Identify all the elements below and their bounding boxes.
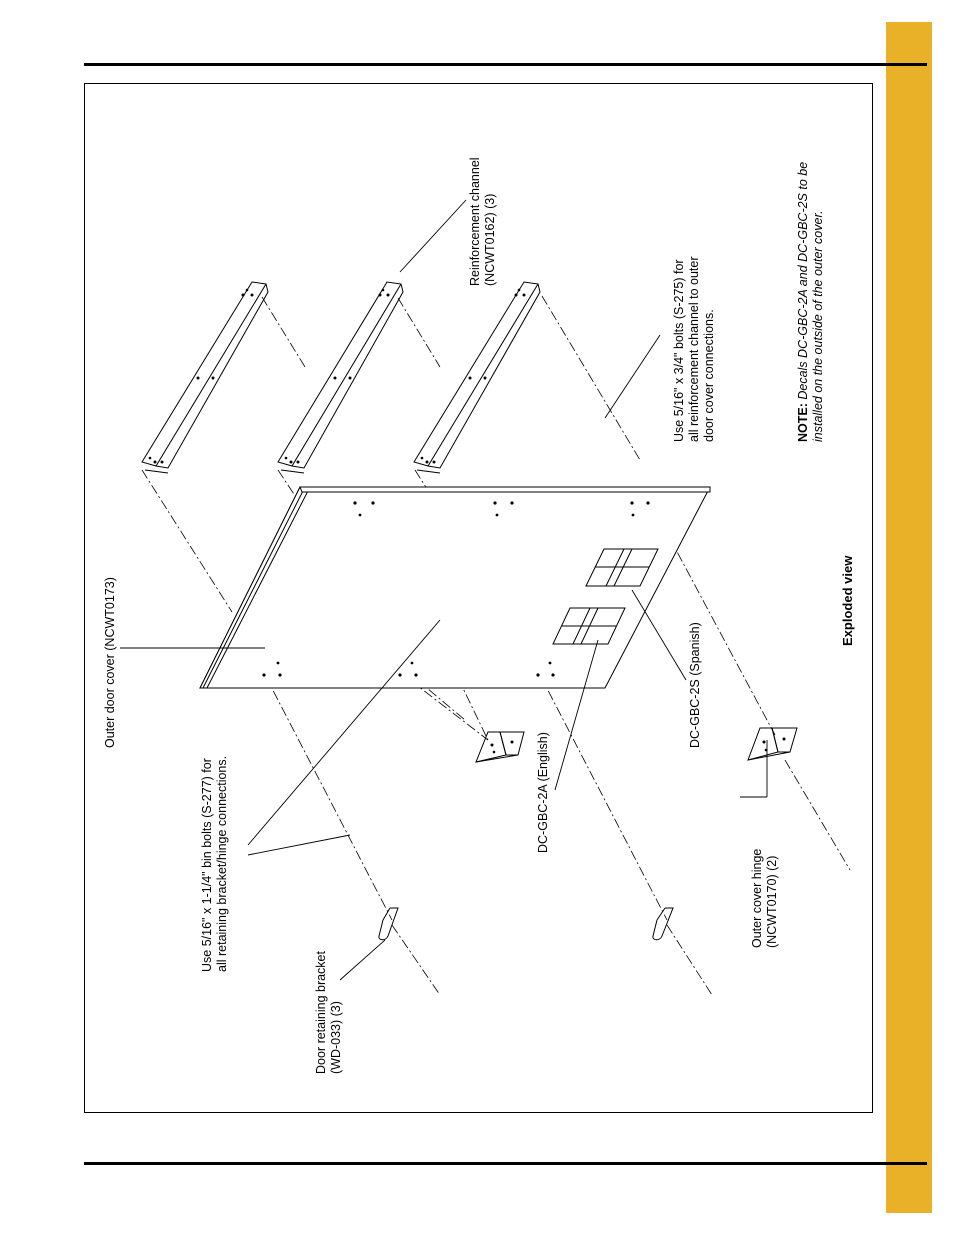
reinforcement-channel-3 [414,282,540,473]
outer-cover-hinge-2 [748,728,797,760]
label-door-retaining-bracket: Door retaining bracket (WD-033) (3) [314,951,343,1074]
label-outer-door-cover: Outer door cover (NCWT0173) [103,577,117,748]
reinforcement-channel-2 [278,282,403,473]
note-text: Decals DC-GBC-2A and DC-GBC-2S to be installed on the outside of the outer cover. [796,161,825,442]
exploded-view-caption: Exploded view [840,555,855,646]
note-block [796,162,826,442]
door-retaining-bracket-2 [653,908,673,940]
note-label: NOTE: [796,403,810,442]
label-bolts-s275: Use 5/16" x 3/4" bolts (S-275) for all reinforcement channel to outer door cover connections. [672,256,716,442]
reinforcement-channel-1 [142,282,268,473]
label-decal-spanish: DC-GBC-2S (Spanish) [688,622,702,748]
label-reinforcement-channel: Reinforcement channel (NCWT0162) (3) [468,157,497,286]
label-bin-bolts-s277: Use 5/16" x 1-1/4" bin bolts (S-277) for all retaining bracket/hinge connections. [200,755,229,972]
door-retaining-bracket-1 [379,908,398,940]
label-outer-cover-hinge: Outer cover hinge (NCWT0170) (2) [750,848,779,948]
label-decal-english: DC-GBC-2A (English) [536,732,550,853]
outer-door-cover-panel [200,487,710,688]
